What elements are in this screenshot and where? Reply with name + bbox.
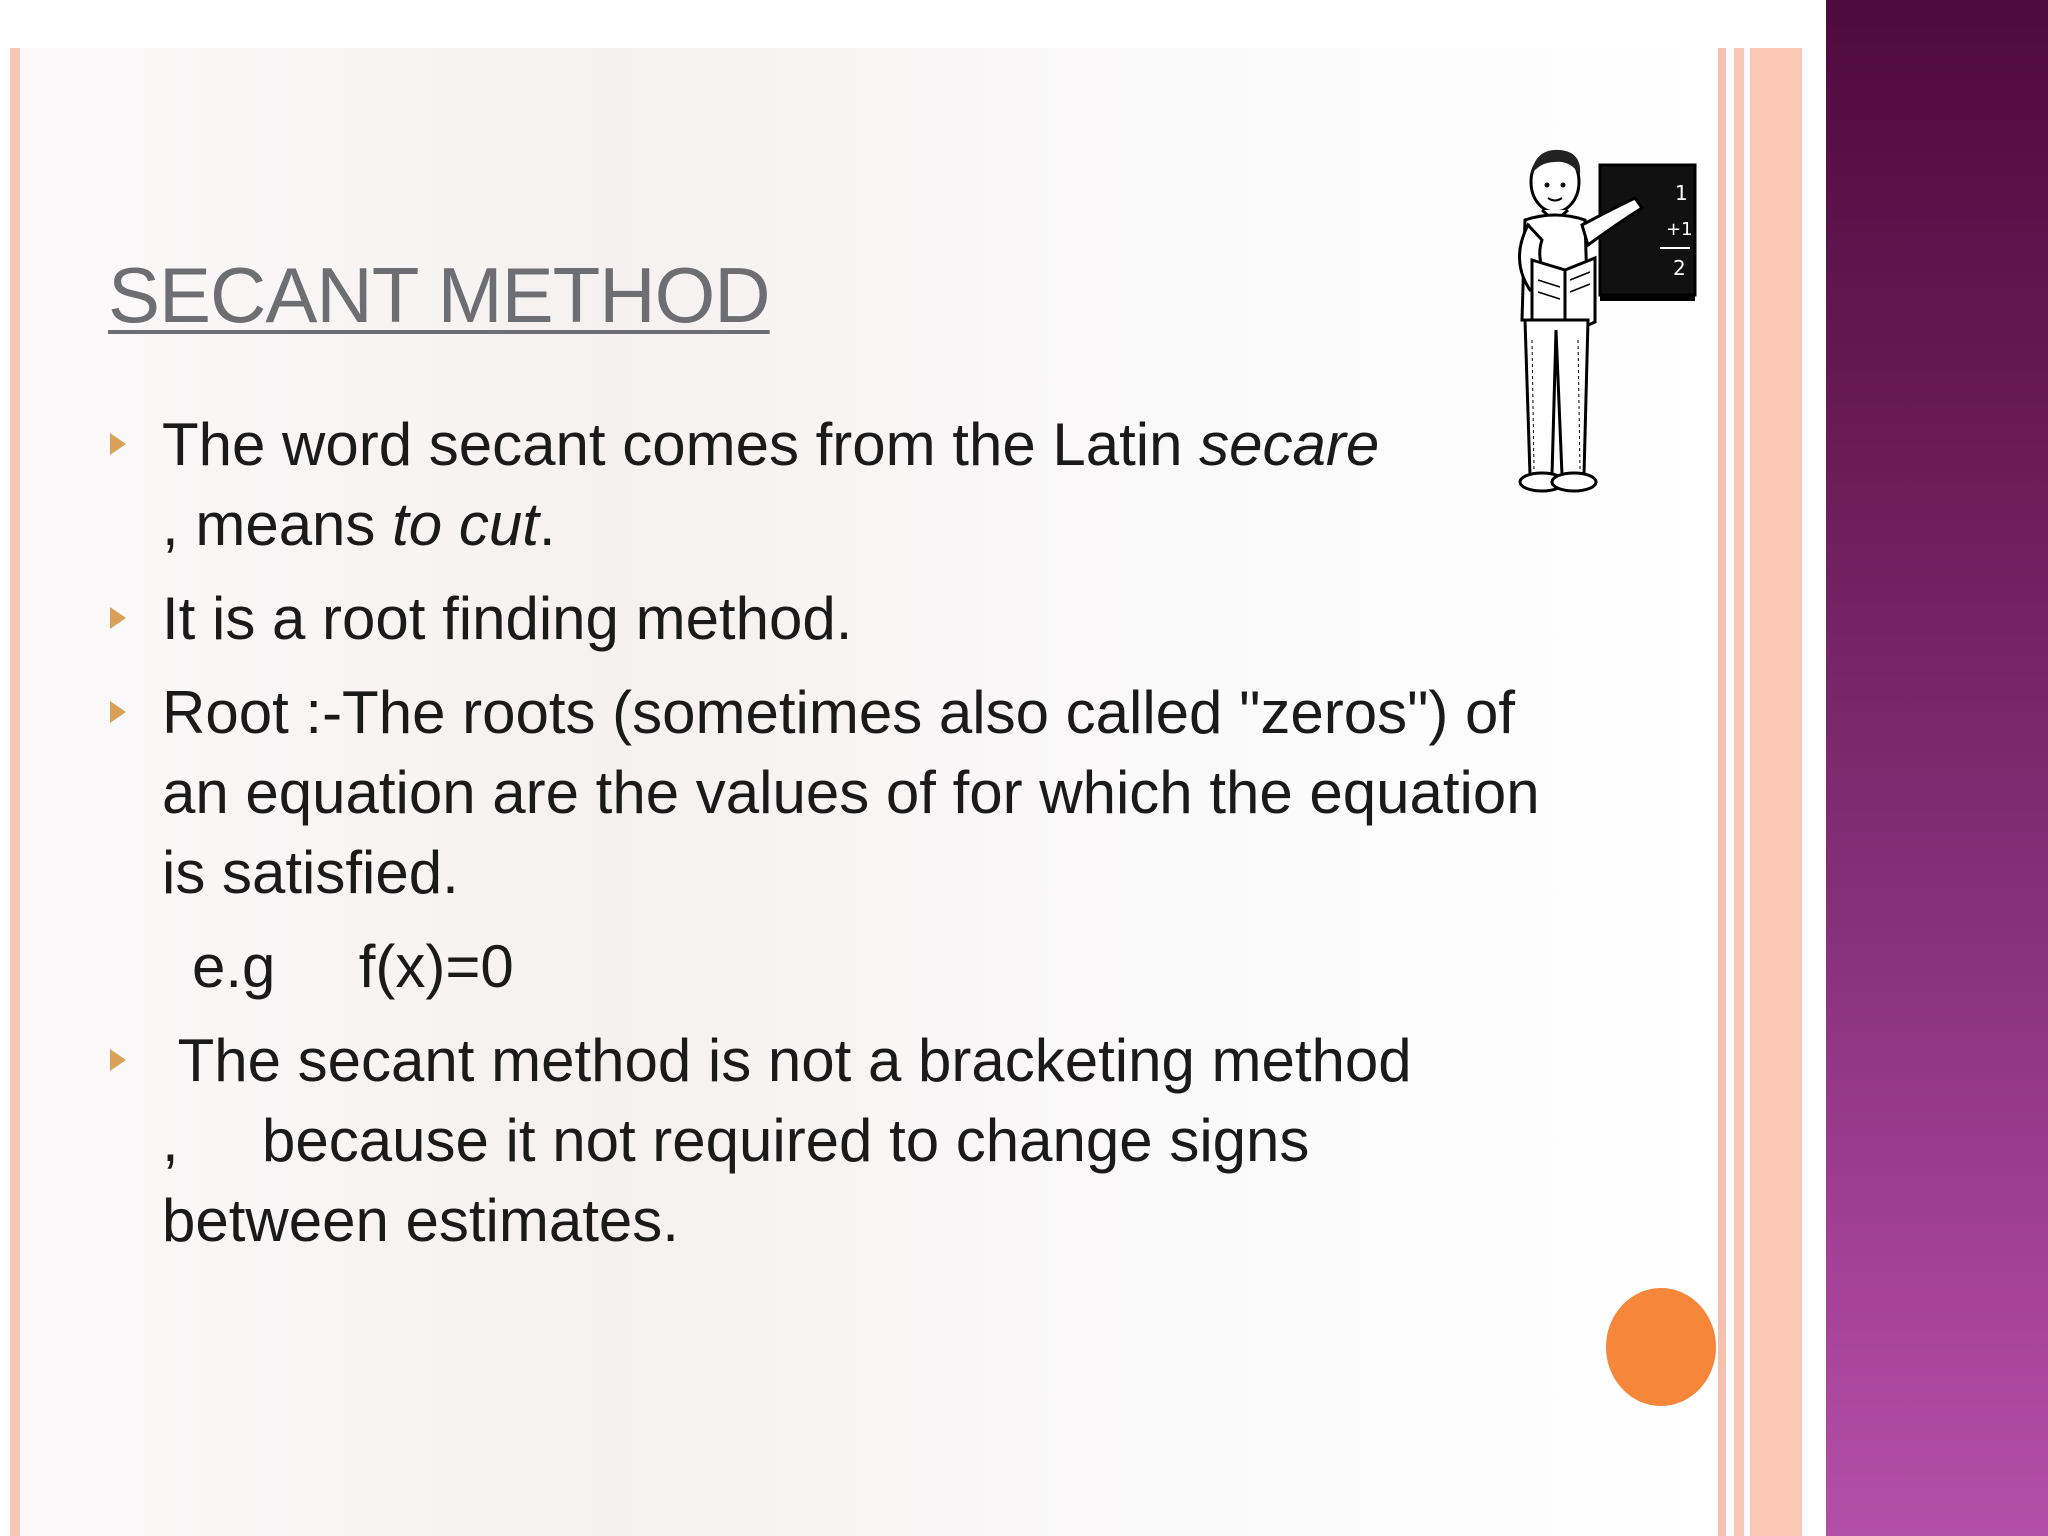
purple-side-panel <box>1826 0 2048 1536</box>
bullet-text: . <box>538 491 556 558</box>
example-equation: e.g f(x)=0 <box>192 933 514 1000</box>
latin-word: secare <box>1199 411 1380 478</box>
slide-title: SECANT METHOD <box>108 251 770 339</box>
bullet-bracketing <box>108 1021 1568 1261</box>
bullet-arrow-icon <box>110 433 126 455</box>
bullet-etymology <box>108 405 1568 565</box>
bullet-arrow-icon <box>110 701 126 723</box>
bullet-text: The word secant comes from the Latin <box>162 411 1200 478</box>
teacher-at-chalkboard-icon <box>1470 130 1710 510</box>
svg-text:2: 2 <box>1673 256 1686 280</box>
bullet-list <box>108 405 1568 1275</box>
bullet-text: , means <box>162 491 393 558</box>
bullet-text: is satisfied. <box>162 839 459 906</box>
left-border-stripe <box>10 48 20 1536</box>
bullet-text: The secant method is not a bracketing method <box>162 1027 1412 1094</box>
bullet-arrow-icon <box>110 1049 126 1071</box>
meaning-text: to cut <box>392 491 539 558</box>
svg-text:+1: +1 <box>1666 219 1693 240</box>
bullet-text: an equation are the values of for which the equation <box>162 759 1540 826</box>
orange-circle-decoration <box>1606 1288 1716 1406</box>
bullet-arrow-icon <box>110 607 126 629</box>
bullet-text: between estimates. <box>162 1187 679 1254</box>
bullet-text: Root :-The roots (sometimes also called "zeros") of <box>162 679 1516 746</box>
bullet-text: It is a root finding method. <box>162 585 853 652</box>
svg-text:1: 1 <box>1675 181 1688 205</box>
panel-gap <box>1802 0 1826 1536</box>
bullet-root-definition <box>108 673 1568 913</box>
bullet-root-finding <box>108 579 1568 659</box>
right-border-stripes <box>1718 48 1802 1536</box>
bullet-text: , because it not required to change signs <box>162 1107 1310 1174</box>
